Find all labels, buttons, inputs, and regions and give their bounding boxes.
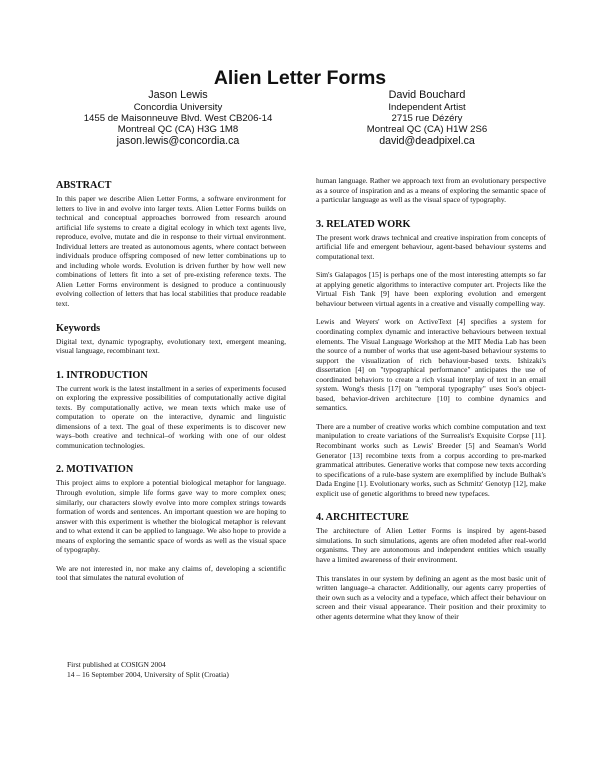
section-heading: 1. INTRODUCTION <box>56 369 148 381</box>
author-block-2 <box>352 90 502 147</box>
footnote-line: 14 – 16 September 2004, University of Split (Croatia) <box>67 670 229 679</box>
author-block-1 <box>80 90 276 147</box>
left-column <box>56 180 286 583</box>
section-heading: ABSTRACT <box>56 180 112 191</box>
author-affiliation: Independent Artist <box>388 101 466 113</box>
section-heading: Keywords <box>56 322 101 334</box>
section-heading: 4. ARCHITECTURE <box>316 512 409 524</box>
author-address: Montreal QC (CA) H3G 1M8 <box>117 123 239 135</box>
section-heading: 3. RELATED WORK <box>316 218 411 230</box>
paragraph: There are a number of creative works which combine computation and text manipulation to create variations of the Surrealist's Exquisite Corpse [11]. Recombinant works such as Lewis' Breeder [5] and Seaman's World Generator [13] recombine texts from a corpus according to pre-marked grammatical attributes. Generative works that compose new texts according to specifications of a rule-base system are exemplified by include Bulhak's Dada Engine [1]. Evolutionary works, such as Schmitz' Genotyp [12], make explicit use of genetic algorithms to breed new typefaces. <box>316 421 546 498</box>
author-name: Jason Lewis <box>148 89 208 101</box>
author-address: Montreal QC (CA) H1W 2S6 <box>366 123 488 135</box>
author-name: David Bouchard <box>388 89 466 101</box>
paragraph: human language. Rather we approach text from an evolutionary perspective as a source of inspiration and as a means of exploring the semantic space of a particular language as well as the visual space of typography. <box>316 176 546 205</box>
abstract-section <box>56 180 286 309</box>
paragraph: The architecture of Alien Letter Forms is inspired by agent-based simulations. In such simulations, agents are often modeled after real-world organisms. They are autonomous and independent entities which usually have a limited awareness of their environment. <box>316 526 546 564</box>
related-work-section <box>316 219 546 499</box>
publication-footnote <box>67 660 229 680</box>
author-email: david@deadpixel.ca <box>379 134 475 147</box>
paper-title: Alien Letter Forms <box>213 67 387 89</box>
architecture-section <box>316 512 546 621</box>
paragraph: Sim's Galapagos [15] is perhaps one of the most interesting attempts so far at applying genetic algorithms to interactive computer art. Projects like the Virtual Fish Tank [9] have been exploring evolution and emergent behaviour between virtual agents in a creative and visually compelling way. <box>316 270 546 308</box>
paragraph: We are not interested in, nor make any claims of, developing a scientific tool that simulates the natural evolution of <box>56 563 286 583</box>
paragraph: Lewis and Weyers' work on ActiveText [4] specifies a system for coordinating complex dynamic and interactive behaviours between textual elements. The Visual Language Workshop at the MIT Media Lab has been the source of a number of works that use agent-based behaviour systems to support the visualization of rich behaviour-based texts. Ishizaki's dissertation [4] on "typographical performance" anticipates the use of coordinated behaviors to create a rich visual interplay of text in an email system. Wong's thesis [17] on "temporal typography" uses Soo's object-based, behavior-driven architecture [10] to combine dynamics and semantics. <box>316 317 546 413</box>
introduction-section <box>56 370 286 451</box>
author-address: 1455 de Maisonneuve Blvd. West CB206-14 <box>83 112 273 124</box>
paragraph: This translates in our system by defining an agent as the most basic unit of written language–a character. Additionally, our agents carry properties of their own such as a velocity and a typeface, which affect their behaviour on screen and their visual appearance. Their position and their proximity to other agents determine what they know of their <box>316 573 546 621</box>
abstract-text: In this paper we describe Alien Letter Forms, a software environment for letters to live in and evolve into larger texts. Alien Letter Forms builds on technical and conceptual approaches borrowed from research around artificial life systems to create a digital ecology in which text agents live, reproduce, evolve, mutate and die in response to their virtual environment. Individual letters are treated as autonomous agents, where contact between individuals produce offspring composed of new letter combinations up to and including whole words. Evolution is driven further by how well new combinations of letters fit into a set of pre-existing reference texts. The Alien Letter Forms environment is designed to produce a continuously evolving collection of letters that has local stabilities that produce readable text. <box>56 194 286 309</box>
right-column <box>316 176 546 621</box>
paragraph: The present work draws technical and creative inspiration from concepts of artificial life and emergent behaviour, agent-based behaviour systems and computational text. <box>316 232 546 261</box>
author-email: jason.lewis@concordia.ca <box>116 134 240 147</box>
author-address: 2715 rue Dézéry <box>391 112 463 124</box>
motivation-section <box>56 464 286 582</box>
paragraph: The current work is the latest installment in a series of experiments focused on exploring the expressive possibilities of computationally active digital texts. By computationally active, we mean texts which make use of computation to operate on the interactive, dynamic and linguistic dimensions of a text. The goal of these experiments is to discover new ways–both creative and technical–of working with one of our oldest communication technologies. <box>56 383 286 450</box>
keywords-text: Digital text, dynamic typography, evolutionary text, emergent meaning, visual language, recombinant text. <box>56 336 286 356</box>
paragraph: This project aims to explore a potential biological metaphor for language. Through evolution, simple life forms gave way to more complex ones; similarly, our characters slowly evolve into more complex strings towards formation of words and sentences. An important question we are hoping to answer with this experiment is whether the biological metaphor is relevant and to what extend it can be applied to language. We also hope to provide a means of exploring the semantic space of words as well as the visual space of typography. <box>56 478 286 555</box>
keywords-section <box>56 323 286 356</box>
footnote-line: First published at COSIGN 2004 <box>67 660 166 669</box>
section-heading: 2. MOTIVATION <box>56 464 134 476</box>
author-affiliation: Concordia University <box>133 101 223 113</box>
